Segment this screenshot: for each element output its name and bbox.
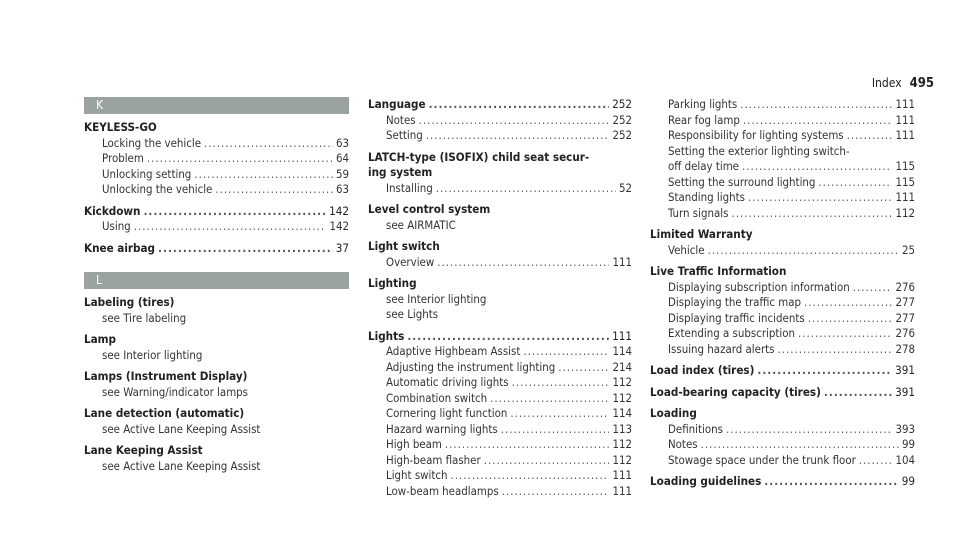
dot-leader: [512, 375, 610, 391]
index-subentry[interactable]: [650, 280, 915, 296]
page-reference[interactable]: 63: [335, 135, 349, 150]
index-subentry[interactable]: [650, 311, 915, 327]
index-subentry[interactable]: [84, 167, 349, 183]
entry-subtitle: see Active Lane Keeping Assist: [102, 421, 261, 436]
index-entry: [368, 329, 632, 500]
index-subentry[interactable]: [650, 128, 915, 144]
entry-subtitle: Combination switch: [386, 390, 488, 405]
page-reference[interactable]: 393: [895, 421, 915, 436]
entry-subtitle: Extending a subscription: [668, 326, 796, 340]
index-subentry[interactable]: [650, 295, 915, 311]
index-heading: [84, 369, 349, 385]
dot-leader: [798, 326, 892, 342]
entry-title: Lamps (Instrument Display): [84, 369, 248, 383]
index-subentry[interactable]: [84, 182, 349, 198]
entry-subtitle: Unlocking setting: [102, 166, 192, 181]
index-subentry[interactable]: [368, 422, 632, 438]
page-reference[interactable]: 112: [612, 437, 632, 451]
page-reference[interactable]: 252: [612, 97, 632, 111]
index-entry: [84, 295, 349, 326]
index-entry: [84, 241, 349, 257]
entry-title: Live Traffic Information: [650, 264, 787, 278]
entry-subtitle: see AIRMATIC: [386, 217, 456, 232]
index-subentry[interactable]: [368, 391, 632, 407]
page-reference[interactable]: 114: [612, 406, 632, 420]
page-reference[interactable]: 391: [895, 384, 915, 399]
dot-leader: [426, 128, 610, 144]
dot-leader: [726, 422, 892, 438]
entry-subtitle: Cornering light function: [386, 406, 508, 420]
index-subentry: [368, 292, 632, 308]
page-reference[interactable]: 59: [335, 166, 349, 181]
page-reference[interactable]: 64: [335, 151, 349, 165]
index-subentry[interactable]: [650, 342, 915, 358]
entry-list: [368, 97, 632, 499]
dot-leader: [419, 113, 610, 129]
index-heading: [368, 150, 632, 166]
entry-subtitle: Unlocking the vehicle: [102, 182, 213, 196]
dot-leader: [194, 167, 333, 183]
page-header: [872, 76, 934, 91]
page-reference[interactable]: 252: [612, 112, 632, 127]
entry-subtitle: Parking lights: [668, 97, 738, 111]
entry-title: Level control system: [368, 202, 491, 216]
entry-title: Kickdown: [84, 203, 141, 218]
letter-section-k: K: [84, 97, 349, 114]
dot-leader: [204, 136, 333, 152]
entry-subtitle: High beam: [386, 437, 442, 451]
entry-title: Lights: [368, 328, 405, 343]
index-subentry: [650, 144, 915, 160]
page-reference[interactable]: 391: [895, 363, 915, 377]
dot-leader: [757, 363, 892, 379]
entry-subtitle: Locking the vehicle: [102, 135, 202, 150]
page-reference[interactable]: 114: [612, 344, 632, 358]
entry-subtitle: High-beam flasher: [386, 452, 481, 467]
dot-leader: [558, 360, 609, 376]
dot-leader: [143, 204, 326, 220]
index-subentry[interactable]: [84, 151, 349, 167]
index-heading[interactable]: [368, 329, 632, 345]
page-reference[interactable]: 99: [901, 437, 915, 451]
entry-subtitle: Overview: [386, 254, 435, 269]
page-reference[interactable]: 99: [901, 474, 915, 488]
page-reference[interactable]: 111: [895, 112, 915, 127]
dot-leader: [731, 206, 892, 222]
index-heading[interactable]: [650, 385, 915, 401]
dot-leader: [748, 190, 892, 206]
entry-subtitle: Standing lights: [668, 190, 745, 204]
page-reference[interactable]: 142: [329, 219, 349, 233]
dot-leader: [215, 182, 333, 198]
index-entry: [368, 202, 632, 233]
entry-title: Language: [368, 97, 426, 111]
letter-section-l: L: [84, 272, 349, 289]
entry-list: [84, 120, 349, 256]
dot-leader: [701, 437, 899, 453]
index-subentry[interactable]: [650, 326, 915, 342]
entry-list: [650, 97, 915, 490]
entry-title: Load-bearing capacity (tires): [650, 384, 821, 399]
entry-subtitle: off delay time: [668, 159, 739, 173]
index-subentry: [84, 348, 349, 364]
entry-title: Lane Keeping Assist: [84, 443, 203, 457]
dot-leader: [859, 453, 893, 469]
entry-title: Lane detection (automatic): [84, 406, 245, 420]
index-heading: [368, 276, 632, 292]
entry-title: ing system: [368, 165, 433, 179]
index-subentry[interactable]: [368, 255, 632, 271]
dot-leader: [523, 344, 609, 360]
entry-title: KEYLESS-GO: [84, 120, 157, 134]
page-reference[interactable]: 112: [895, 205, 915, 220]
entry-subtitle: Low-beam headlamps: [386, 483, 499, 498]
index-heading[interactable]: [368, 97, 632, 113]
page-number: 495: [909, 76, 934, 91]
index-subentry[interactable]: [368, 113, 632, 129]
page-reference[interactable]: 112: [612, 452, 632, 467]
entry-subtitle: see Interior lighting: [386, 291, 487, 306]
page-reference[interactable]: 115: [895, 174, 915, 189]
index-subentry[interactable]: [650, 206, 915, 222]
index-subentry[interactable]: [368, 181, 632, 197]
dot-leader: [436, 181, 616, 197]
index-entry: [368, 150, 632, 197]
index-heading[interactable]: [84, 241, 349, 257]
entry-title: Knee airbag: [84, 240, 156, 255]
entry-title: Lighting: [368, 276, 417, 290]
page-reference[interactable]: 214: [612, 359, 632, 374]
dot-leader: [407, 329, 609, 345]
entry-subtitle: see Active Lane Keeping Assist: [102, 458, 261, 473]
page-reference[interactable]: 111: [895, 190, 915, 204]
page-reference[interactable]: 113: [612, 421, 632, 436]
dot-leader: [484, 453, 610, 469]
index-heading[interactable]: [84, 204, 349, 220]
entry-subtitle: see Lights: [386, 307, 439, 321]
page-reference[interactable]: 112: [612, 390, 632, 405]
dot-leader: [818, 175, 892, 191]
index-subentry[interactable]: [368, 375, 632, 391]
index-heading: [368, 239, 632, 255]
index-column-2: [368, 97, 632, 499]
index-heading: [84, 443, 349, 459]
index-entry: [84, 332, 349, 363]
entry-subtitle: Hazard warning lights: [386, 421, 498, 436]
entry-subtitle: Setting: [386, 128, 423, 142]
index-entry: [650, 406, 915, 468]
entry-title: Limited Warranty: [650, 227, 753, 241]
index-subentry[interactable]: [368, 360, 632, 376]
index-entry: [84, 406, 349, 437]
index-subentry[interactable]: [368, 484, 632, 500]
dot-leader: [158, 241, 333, 257]
index-entry: [650, 363, 915, 379]
index-entry: [650, 264, 915, 357]
dot-leader: [742, 159, 892, 175]
entry-subtitle: Problem: [102, 151, 144, 165]
entry-title: Light switch: [368, 239, 440, 253]
page-reference[interactable]: 277: [895, 310, 915, 325]
entry-subtitle: Turn signals: [668, 205, 729, 220]
index-subentry: [84, 311, 349, 327]
page-reference[interactable]: 252: [612, 128, 632, 142]
dot-leader: [847, 128, 893, 144]
entry-subtitle: Setting the surround lighting: [668, 174, 816, 189]
page-reference[interactable]: 112: [612, 375, 632, 389]
index-subentry[interactable]: [650, 437, 915, 453]
index-subentry[interactable]: [650, 159, 915, 175]
index-subentry[interactable]: [368, 453, 632, 469]
section-name: Index: [871, 76, 902, 90]
index-entry: [84, 369, 349, 400]
index-entry: [650, 474, 915, 490]
index-heading: [650, 406, 915, 422]
index-heading[interactable]: [650, 474, 915, 490]
entry-list: [84, 295, 349, 474]
index-subentry[interactable]: [368, 406, 632, 422]
entry-title: Load index (tires): [650, 363, 755, 377]
dot-leader: [510, 406, 609, 422]
page-reference[interactable]: 111: [895, 128, 915, 142]
index-subentry[interactable]: [650, 190, 915, 206]
dot-leader: [740, 97, 892, 113]
index-entry: [650, 97, 915, 221]
page-reference[interactable]: 111: [895, 97, 915, 111]
entry-subtitle: see Warning/indicator lamps: [102, 384, 249, 399]
page-reference[interactable]: 111: [612, 468, 632, 482]
page-reference[interactable]: 111: [612, 254, 632, 269]
entry-subtitle: Displaying traffic incidents: [668, 310, 805, 325]
index-column-3: [650, 97, 915, 490]
index-subentry[interactable]: [368, 344, 632, 360]
dot-leader: [764, 474, 898, 490]
entry-subtitle: Stowage space under the trunk floor: [668, 452, 856, 467]
index-heading: [84, 295, 349, 311]
page-reference[interactable]: 37: [335, 240, 349, 255]
index-entry: [368, 276, 632, 323]
entry-subtitle: see Tire labeling: [102, 310, 187, 325]
index-column-1: [84, 97, 349, 474]
entry-subtitle: Setting the exterior lighting switch-: [668, 143, 850, 158]
page-reference[interactable]: 63: [335, 182, 349, 196]
dot-leader: [808, 311, 893, 327]
dot-leader: [778, 342, 893, 358]
index-subentry: [84, 385, 349, 401]
entry-subtitle: see Interior lighting: [102, 347, 203, 362]
entry-subtitle: Installing: [386, 180, 433, 195]
page-reference[interactable]: 111: [612, 328, 632, 343]
index-heading: [84, 120, 349, 136]
dot-leader: [501, 422, 610, 438]
index-subentry: [368, 218, 632, 234]
index-subentry[interactable]: [368, 468, 632, 484]
entry-subtitle: Responsibility for lighting systems: [668, 128, 844, 142]
index-entry: [84, 120, 349, 198]
index-subentry[interactable]: [368, 128, 632, 144]
index-entry: [368, 97, 632, 144]
entry-title: Lamp: [84, 332, 117, 346]
dot-leader: [134, 219, 327, 235]
page-reference[interactable]: 52: [618, 180, 632, 195]
index-subentry: [84, 422, 349, 438]
dot-leader: [824, 385, 892, 401]
entry-subtitle: Issuing hazard alerts: [668, 341, 775, 356]
index-entry: [650, 227, 915, 258]
entry-subtitle: Rear fog lamp: [668, 112, 740, 127]
entry-title: LATCH-type (ISOFIX) child seat secur-: [368, 149, 590, 164]
index-heading: [650, 264, 915, 280]
index-subentry[interactable]: [650, 113, 915, 129]
entry-title: Labeling (tires): [84, 295, 175, 309]
page-reference[interactable]: 276: [895, 279, 915, 294]
index-subentry[interactable]: [84, 136, 349, 152]
index-subentry[interactable]: [650, 453, 915, 469]
entry-subtitle: Notes: [386, 112, 416, 127]
index-subentry: [368, 307, 632, 323]
index-subentry[interactable]: [650, 422, 915, 438]
index-heading: [84, 406, 349, 422]
index-entry: [84, 443, 349, 474]
entry-subtitle: Notes: [668, 437, 698, 451]
index-heading: [650, 227, 915, 243]
entry-title: Loading guidelines: [650, 474, 762, 488]
entry-subtitle: Vehicle: [668, 242, 705, 257]
index-subentry: [84, 459, 349, 475]
index-subentry[interactable]: [650, 175, 915, 191]
dot-leader: [743, 113, 893, 129]
entry-subtitle: Adjusting the instrument lighting: [386, 359, 556, 374]
entry-title: Loading: [650, 406, 697, 420]
dot-leader: [451, 468, 610, 484]
page-reference[interactable]: 277: [895, 295, 915, 309]
dot-leader: [437, 255, 609, 271]
entry-subtitle: Automatic driving lights: [386, 375, 509, 389]
index-heading: [368, 165, 632, 181]
index-entry: [650, 385, 915, 401]
dot-leader: [853, 280, 893, 296]
index-subentry[interactable]: [368, 437, 632, 453]
index-entry: [84, 204, 349, 235]
dot-leader: [445, 437, 610, 453]
entry-subtitle: Definitions: [668, 421, 723, 436]
index-entry: [368, 239, 632, 270]
page-reference[interactable]: 115: [895, 159, 915, 173]
entry-subtitle: Displaying the traffic map: [668, 295, 802, 309]
dot-leader: [490, 391, 609, 407]
index-subentry[interactable]: [650, 243, 915, 259]
page-reference[interactable]: 25: [901, 242, 915, 257]
dot-leader: [708, 243, 899, 259]
index-heading: [84, 332, 349, 348]
entry-subtitle: Adaptive Highbeam Assist: [386, 344, 521, 358]
dot-leader: [804, 295, 892, 311]
index-heading: [368, 202, 632, 218]
page-reference[interactable]: 111: [612, 483, 632, 498]
page-reference[interactable]: 142: [329, 203, 349, 218]
dot-leader: [429, 97, 610, 113]
index-subentry[interactable]: [650, 97, 915, 113]
entry-subtitle: Light switch: [386, 468, 448, 482]
index-heading[interactable]: [650, 363, 915, 379]
dot-leader: [147, 151, 333, 167]
entry-subtitle: Using: [102, 219, 131, 233]
entry-subtitle: Displaying subscription information: [668, 279, 850, 294]
index-subentry[interactable]: [84, 219, 349, 235]
page-reference[interactable]: 278: [895, 341, 915, 356]
page-reference[interactable]: 276: [895, 326, 915, 340]
page-reference[interactable]: 104: [895, 452, 915, 467]
dot-leader: [502, 484, 610, 500]
